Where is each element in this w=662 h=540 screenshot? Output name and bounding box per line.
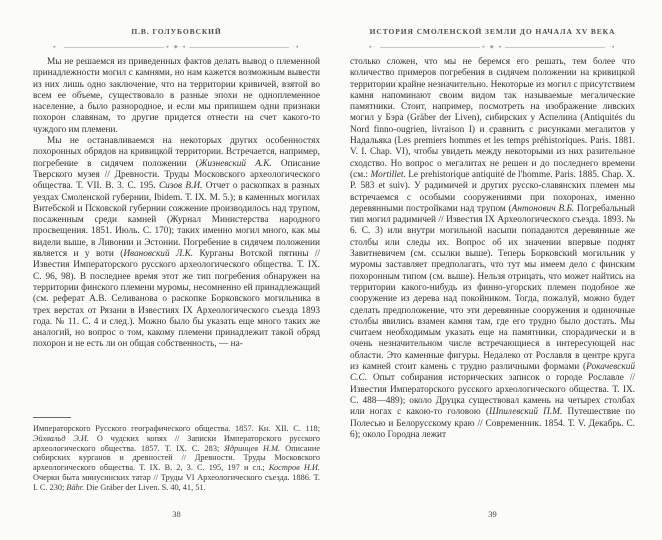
page-left (33, 0, 320, 540)
paragraph: Мы не останавливаемся на некоторых других особенностях похоронных обрядов на кривицкой территории. Встречается, например, погребение в сидячем положении (Жизневский А.К. Описание Тверского музея // Древности. Труды Московского археологического общества. Т. VII. В. 3. С. 195. Сизов В.И. Отчет о раскопках в разных уездах Смоленской губернии, Ibidem. Т. IX. М. 5.); в каменных могилах Витебской и Псковской губернии сожжение производилось над трупом, посаженным среди камней (Журнал Министерства народного просвещения. 1851. Июль. С. 170); таких именно могил много, как мы видели выше, в Ливонии и Эстонии. Погребение в сидячем положении является и у воти (Ивановский Л.К. Курганы Вотской пятины // Известия Императорского русского археологического общества. Т. IX. С. 96, 98). В последнее время этот же тип погребения обнаружен на территории финского племени муромы, несомненно ей принадлежащий (см. реферат А.В. Селиванова о раскопке Борковского могильника в трех верстах от Рязани в Известиях IX Археологического съезда 1893 года. № 11. С. 4 и след.). Можно было бы указать еще много таких же аналогий, но вопрос о том, какому племени принадлежит такой обряд похорон и не есть ли он общая собственность, — на- (33, 136, 320, 350)
paragraph: столько сложен, что мы не беремся его решать, тем более что количество примеров погребения в сидячем положении на кривицкой территории крайне незначительно. Некоторые из могил с присутствием камня напоминают своим видом так называемые мегалические памятники. Стоит, например, посмотреть на изображение ливских могил у Бэра (Gräber der Liven), сибирских у Аспелина (Antiquités du Nord finno-ougrien, livraison I) и сравнить с рисунками мегалитов у Надальяка (Les premiers hommes et les temps préhistoriques. Paris. 1881. V. I. Chap. VI), чтобы увидеть между некоторыми из них разительное сходство. Но вопрос о мегалитах не решен и до последнего времени (см.: Mortillet. Le prehistorique antiquité de l'homme. Paris. 1885. Chap. X. P. 583 et suiv). У радимичей и других русско-славянских племен мы встречаемся с особыми сооружениями при похоронах, именно деревянными постройками над трупом (Антонович В.Б. Погребальный тип могил радимичей // Известия IX Археологического съезда. 1893. № 6. С. 3) или внутри могильной насыпи попадаются деревянные же столбы или следы их. Вопрос об их значении впервые поднят Завитневичем (см. ссылки выше). Теперь Борковский могильник у муромы заставляет предполагать, что тут мы имеем дело с финским похоронным типом (см. выше). Нельзя отрицать, что может найтись на территории какого-нибудь из финно-угорских племен подобное же сооружение из дерева над покойником. Тогда, пожалуй, можно будет сделать предположение, что эти деревянные сооружения и одиночные столбы явились взамен камня там, где его трудно было достать. Мы считаем необходимым указать еще на памятники, спорадически и в очень незначительном числе встречающиеся в интересующей нас области. Это каменные фигуры. Недалеко от Рославля в центре круга из камней стоит камень с трудно различными формами (Рокачевский С.С. Опыт собирания исторических записок о городе Рославле // Известия Императорского русского археологического общества. Т. IX. С. 488—489); около Друцка существовал камень на четырех столбах или ногах с какою-то головою (Шпилевский П.М. Путешествие по Полесью и Белорусскому краю // Современник. 1854. Т. V. Декабрь. С. 6); около Городна лежит (350, 57, 635, 440)
ornament-rule (64, 47, 164, 48)
ornament-divider (54, 44, 300, 51)
running-head-right: ИСТОРИЯ СМОЛЕНСКОЙ ЗЕМЛИ ДО НАЧАЛА XV ВЕКА (369, 27, 616, 36)
page-number-left: 38 (172, 509, 181, 519)
footnote: Императорского Русского географического общества. 1857. Кн. XII. С. 118; Эйхвальд Э.И. О чудских копях // Записки Императорского русского археологического общества. 1857. Т. IX. С. 283; Ядринцев Н.М. Описание сибирских курганов и древностей // Древности. Труды Московского археологического общества. Т. IX. В. 2, 3. С. 195, 197 и сл.; Костров Н.И. Очерки быта минусинских татар // Труды VI Археологического съезда. 1886. Т. I. С. 230; Bähr. Die Gräber der Liven. S. 40, 41, 51. (33, 424, 320, 492)
ornament-center-icon: ▸·◆·◂ (482, 45, 503, 50)
ornament-right-icon: ·◂ (608, 45, 616, 50)
page-body-right (350, 57, 635, 441)
ornament-divider (370, 44, 616, 51)
ornament-left-icon: ▸· (369, 45, 377, 50)
paragraph: Мы не решаемся из приведенных фактов делать вывод о племенной принадлежности могил с камнями, но нам кажется возможным вывести из них лишь одно заключение, что на территории кривичей, взятой во всем ее объеме, существовало в разные эпохи не одноплеменное население, а было разнородное, и если мы припишем одни признаки похорон славянам, то другие придется отнести на счет какого-то чуждого им племени. (33, 57, 320, 135)
ornament-rule (380, 47, 480, 48)
ornament-rule (505, 47, 605, 48)
ornament-center-icon: ▸·◆·◂ (166, 45, 187, 50)
ornament-left-icon: ▸· (53, 45, 61, 50)
footnote-rule (33, 417, 71, 418)
page-right (350, 0, 635, 540)
page-body-left (33, 57, 320, 351)
ornament-rule (189, 47, 289, 48)
running-head-left: П.В. ГОЛУБОВСКИЙ (131, 27, 222, 36)
ornament-right-icon: ·◂ (292, 45, 300, 50)
page-number-right: 39 (488, 509, 497, 519)
